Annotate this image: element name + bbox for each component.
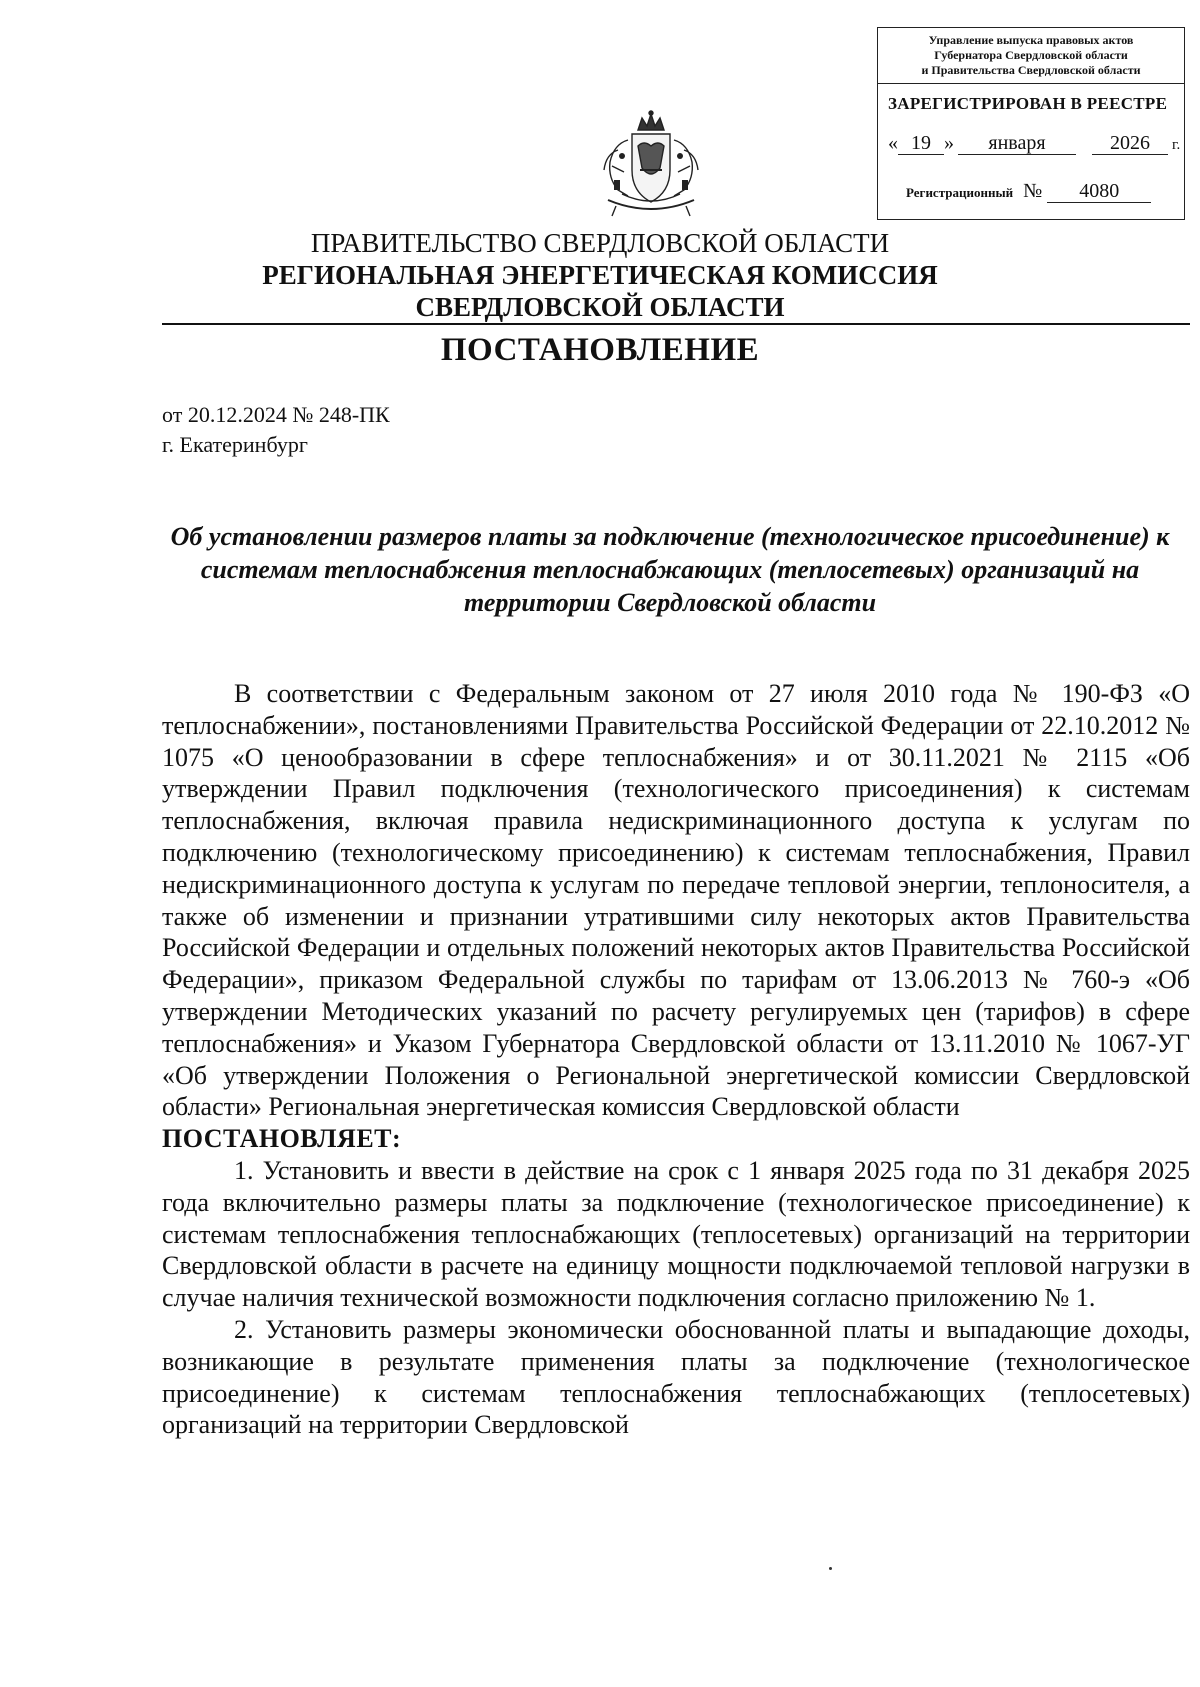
decree-word: ПОСТАНОВЛЯЕТ: xyxy=(162,1124,402,1154)
stamp-registered-label: ЗАРЕГИСТРИРОВАН В РЕЕСТРЕ xyxy=(888,94,1168,113)
stamp-header xyxy=(878,28,1184,84)
government-name: ПРАВИТЕЛЬСТВО СВЕРДЛОВСКОЙ ОБЛАСТИ xyxy=(310,228,890,258)
stamp-header-line: и Правительства Свердловской области xyxy=(921,63,1141,77)
document-city: г. Екатеринбург xyxy=(162,432,308,457)
document-body xyxy=(162,678,1190,1441)
stamp-reg-number-label: Регистрационный xyxy=(906,185,1014,200)
stamp-date-year: 2026 xyxy=(1092,132,1168,155)
document-type: ПОСТАНОВЛЕНИЕ xyxy=(440,332,760,368)
stamp-header-line: Управление выпуска правовых актов xyxy=(928,33,1134,47)
registration-stamp xyxy=(877,27,1185,220)
stamp-year-suffix: г. xyxy=(1172,137,1181,153)
point-2-paragraph: 2. Установить размеры экономически обоснованной платы и выпадающие доходы, возникающие в результате применения платы за подключение (технологическое присоединение) к системам теплоснабжения теплоснабжающих (теплосетевых) организаций на территории Свердловской xyxy=(162,1314,1190,1440)
stamp-date-month: января xyxy=(958,132,1076,155)
page-mark xyxy=(829,1567,832,1570)
point-1-paragraph: 1. Установить и ввести в действие на срок с 1 января 2025 года по 31 декабря 2025 года включительно размеры платы за подключение (технологическое присоединение) к системам теплоснабжения теплоснабжающих (теплосетевых) организаций на территории Свердловской области в расчете на единицу мощности подключаемой тепловой нагрузки в случае наличия технической возможности подключения согласно приложению № 1. xyxy=(162,1155,1190,1313)
stamp-date-day: 19 xyxy=(898,132,944,155)
stamp-number-sign: № xyxy=(1023,180,1043,202)
coat-of-arms-icon xyxy=(588,110,714,220)
commission-name-line2: СВЕРДЛОВСКОЙ ОБЛАСТИ xyxy=(415,292,785,322)
header-divider xyxy=(162,323,1190,325)
document-title: Об установлении размеров платы за подключение (технологическое присоединение) к системам теплоснабжения теплоснабжающих (теплосетевых) организаций на территории Свердловской области xyxy=(170,522,1170,617)
stamp-header-line: Губернатора Свердловской области xyxy=(934,48,1128,62)
stamp-reg-number xyxy=(906,180,1151,203)
document-date-number: от 20.12.2024 № 248-ПК xyxy=(162,402,390,427)
preamble-paragraph: В соответствии с Федеральным законом от 27 июля 2010 года № 190-ФЗ «О теплоснабжении», постановлениями Правительства Российской Федерации от 22.10.2012 № 1075 «О ценообразовании в сфере теплоснабжения» и от 30.11.2021 № 2115 «Об утверждении Правил подключения (технологического присоединения) к системам теплоснабжения, включая правила недискриминационного доступа к услугам по подключению (технологическому присоединению) к системам теплоснабжения, Правил недискриминационного доступа к услугам по передаче тепловой энергии, теплоносителя, а также об изменении и признании утратившими силу некоторых актов Правительства Российской Федерации и отдельных положений некоторых актов Правительства Российской Федерации», приказом Федеральной службы по тарифам от 13.06.2013 № 760-э «Об утверждении Методических указаний по расчету регулируемых цен (тарифов) в сфере теплоснабжения» и Указом Губернатора Свердловской области от 13.11.2010 № 1067-УГ «Об утверждении Положения о Региональной энергетической комиссии Свердловской области» Региональная энергетическая комиссия Свердловской области xyxy=(162,679,1190,1122)
stamp-date: « 19 » января 2026 г. xyxy=(888,132,1181,154)
commission-name-line1: РЕГИОНАЛЬНАЯ ЭНЕРГЕТИЧЕСКАЯ КОМИССИЯ xyxy=(262,260,938,290)
stamp-reg-number-value: 4080 xyxy=(1047,180,1151,203)
